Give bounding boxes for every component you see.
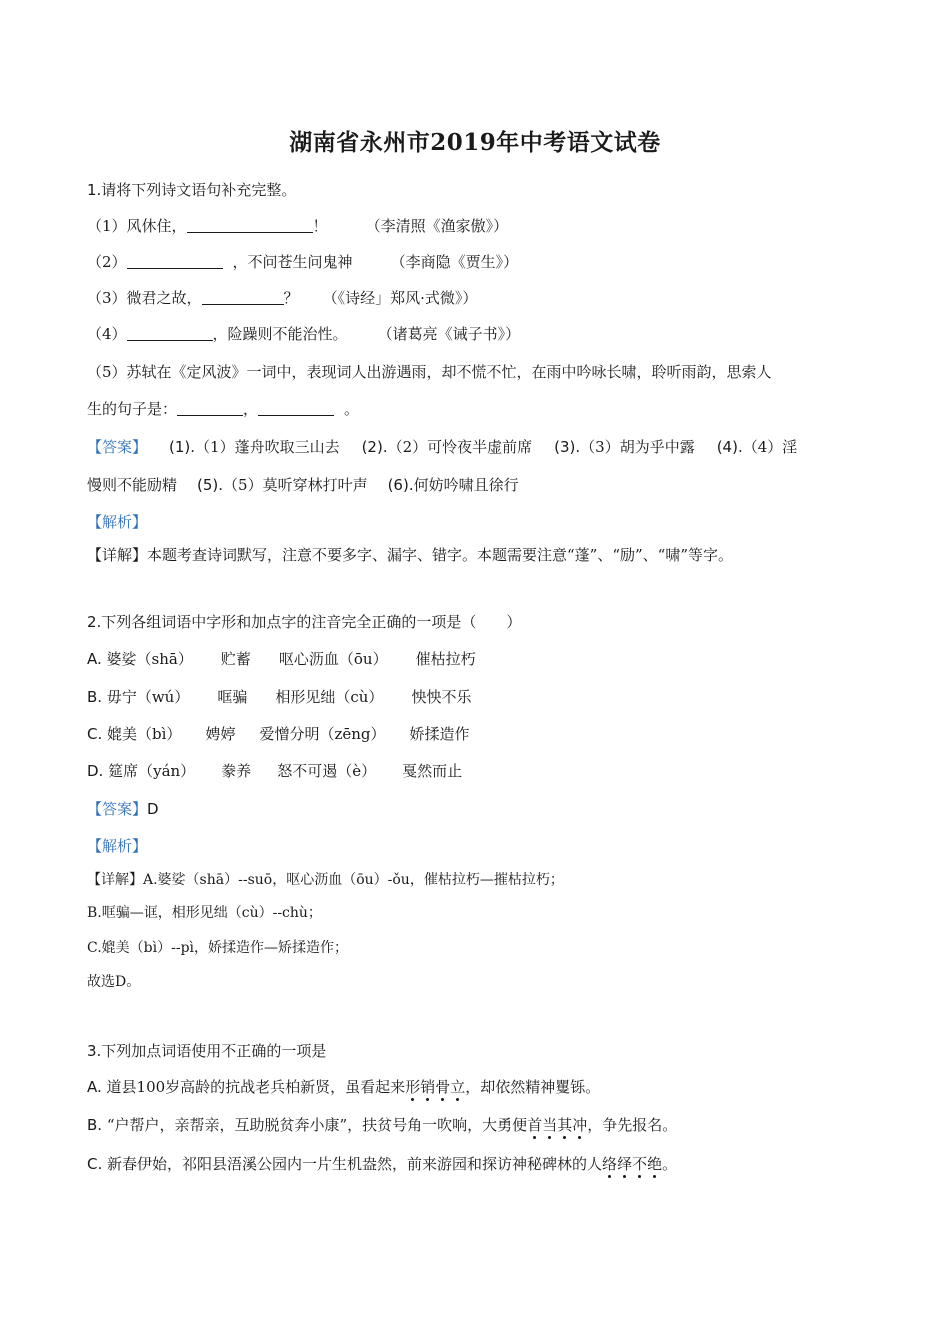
q2-option-a: A. 婆娑（shā） 贮蓄 呕心沥血（ōu） 催枯拉朽 xyxy=(87,650,476,668)
q2-analysis-label: 【解析】 xyxy=(87,837,148,855)
q1-detail: 【详解】本题考查诗词默写，注意不要多字、漏字、错字。本题需要注意“蓬”、“励”、“啸”等字。 xyxy=(87,546,734,564)
q1-item-5-line-1: （5）苏轼在《定风波》一词中，表现词人出游遇雨，却不慌不忙，在雨中吟咏长啸，聆听雨韵，思索人 xyxy=(87,363,772,381)
q2-option-d: D. 筵席（yán） 豢养 怒不可遏（è） 戛然而止 xyxy=(87,762,463,780)
q2-detail-line-4: 故选D。 xyxy=(87,974,141,990)
q2-detail-line-2: B.哐骗—诓，相形见绌（cù）--chù； xyxy=(87,905,322,921)
q1-item-3: （3）微君之故， ？ （《诗经」郑风·式微》） xyxy=(87,289,478,307)
answer-blank xyxy=(187,217,313,233)
answer-blank xyxy=(177,400,243,416)
answer-blank xyxy=(258,400,334,416)
q2-detail-line-3: C.媲美（bì）--pì，娇揉造作—矫揉造作； xyxy=(87,940,349,956)
q2-answer: 【答案】D xyxy=(87,800,159,818)
q2-detail-line-1: 【详解】A.婆娑（shā）--suō，呕心沥血（ōu）-ǒu，催枯拉朽—摧枯拉朽； xyxy=(87,872,564,888)
answer-label: 【答案】 xyxy=(87,438,148,456)
q3-option-b: B. “户帮户，亲帮亲，互助脱贫奔小康”，扶贫号角一吹响，大勇便首当其冲，争先报名。 xyxy=(87,1116,678,1134)
q1-item-4: （4） ，险躁则不能治性。 （诸葛亮《诫子书》） xyxy=(87,325,521,343)
q2-option-c: C. 媲美（bì） 娉婷 爱憎分明（zēng） 娇揉造作 xyxy=(87,725,470,743)
dotted-phrase: 络绎不绝 xyxy=(602,1155,663,1173)
q1-analysis-label: 【解析】 xyxy=(87,513,148,531)
q3-option-a: A. 道县100岁高龄的抗战老兵柏新贤，虽看起来形销骨立，却依然精神矍铄。 xyxy=(87,1078,601,1096)
q1-answer-line-2: 慢则不能励精 (5).（5）莫听穿林打叶声 (6).何妨吟啸且徐行 xyxy=(87,476,519,494)
q1-item-5-line-2: 生的句子是： ， 。 xyxy=(87,400,360,418)
answer-blank xyxy=(127,325,213,341)
q1-item-2: （2） ，不问苍生问鬼神 （李商隐《贾生》） xyxy=(87,253,519,271)
answer-blank xyxy=(127,253,223,269)
q1-answer-line-1: 【答案】 (1).（1）蓬舟吹取三山去 (2).（2）可怜夜半虚前席 (3).（3）胡为乎中露 (4).（4）淫 xyxy=(87,438,798,456)
q2-option-b: B. 毋宁（wú） 哐骗 相形见绌（cù） 怏怏不乐 xyxy=(87,688,472,706)
answer-blank xyxy=(202,289,284,305)
question-2-stem: 2.下列各组词语中字形和加点字的注音完全正确的一项是（ ） xyxy=(87,613,522,631)
q1-item-1: （1）风休住， ！ （李清照《渔家傲》） xyxy=(87,217,509,235)
dotted-phrase: 首当其冲 xyxy=(527,1116,588,1134)
question-3-stem: 3.下列加点词语使用不正确的一项是 xyxy=(87,1042,327,1060)
dotted-phrase: 形销骨立 xyxy=(405,1078,466,1096)
q3-option-c: C. 新春伊始，祁阳县浯溪公园内一片生机盎然，前来游园和探访神秘碑林的人络绎不绝。 xyxy=(87,1155,678,1173)
question-1-stem: 1.请将下列诗文语句补充完整。 xyxy=(87,181,297,199)
page-title: 湖南省永州市2019年中考语文试卷 xyxy=(289,129,661,156)
